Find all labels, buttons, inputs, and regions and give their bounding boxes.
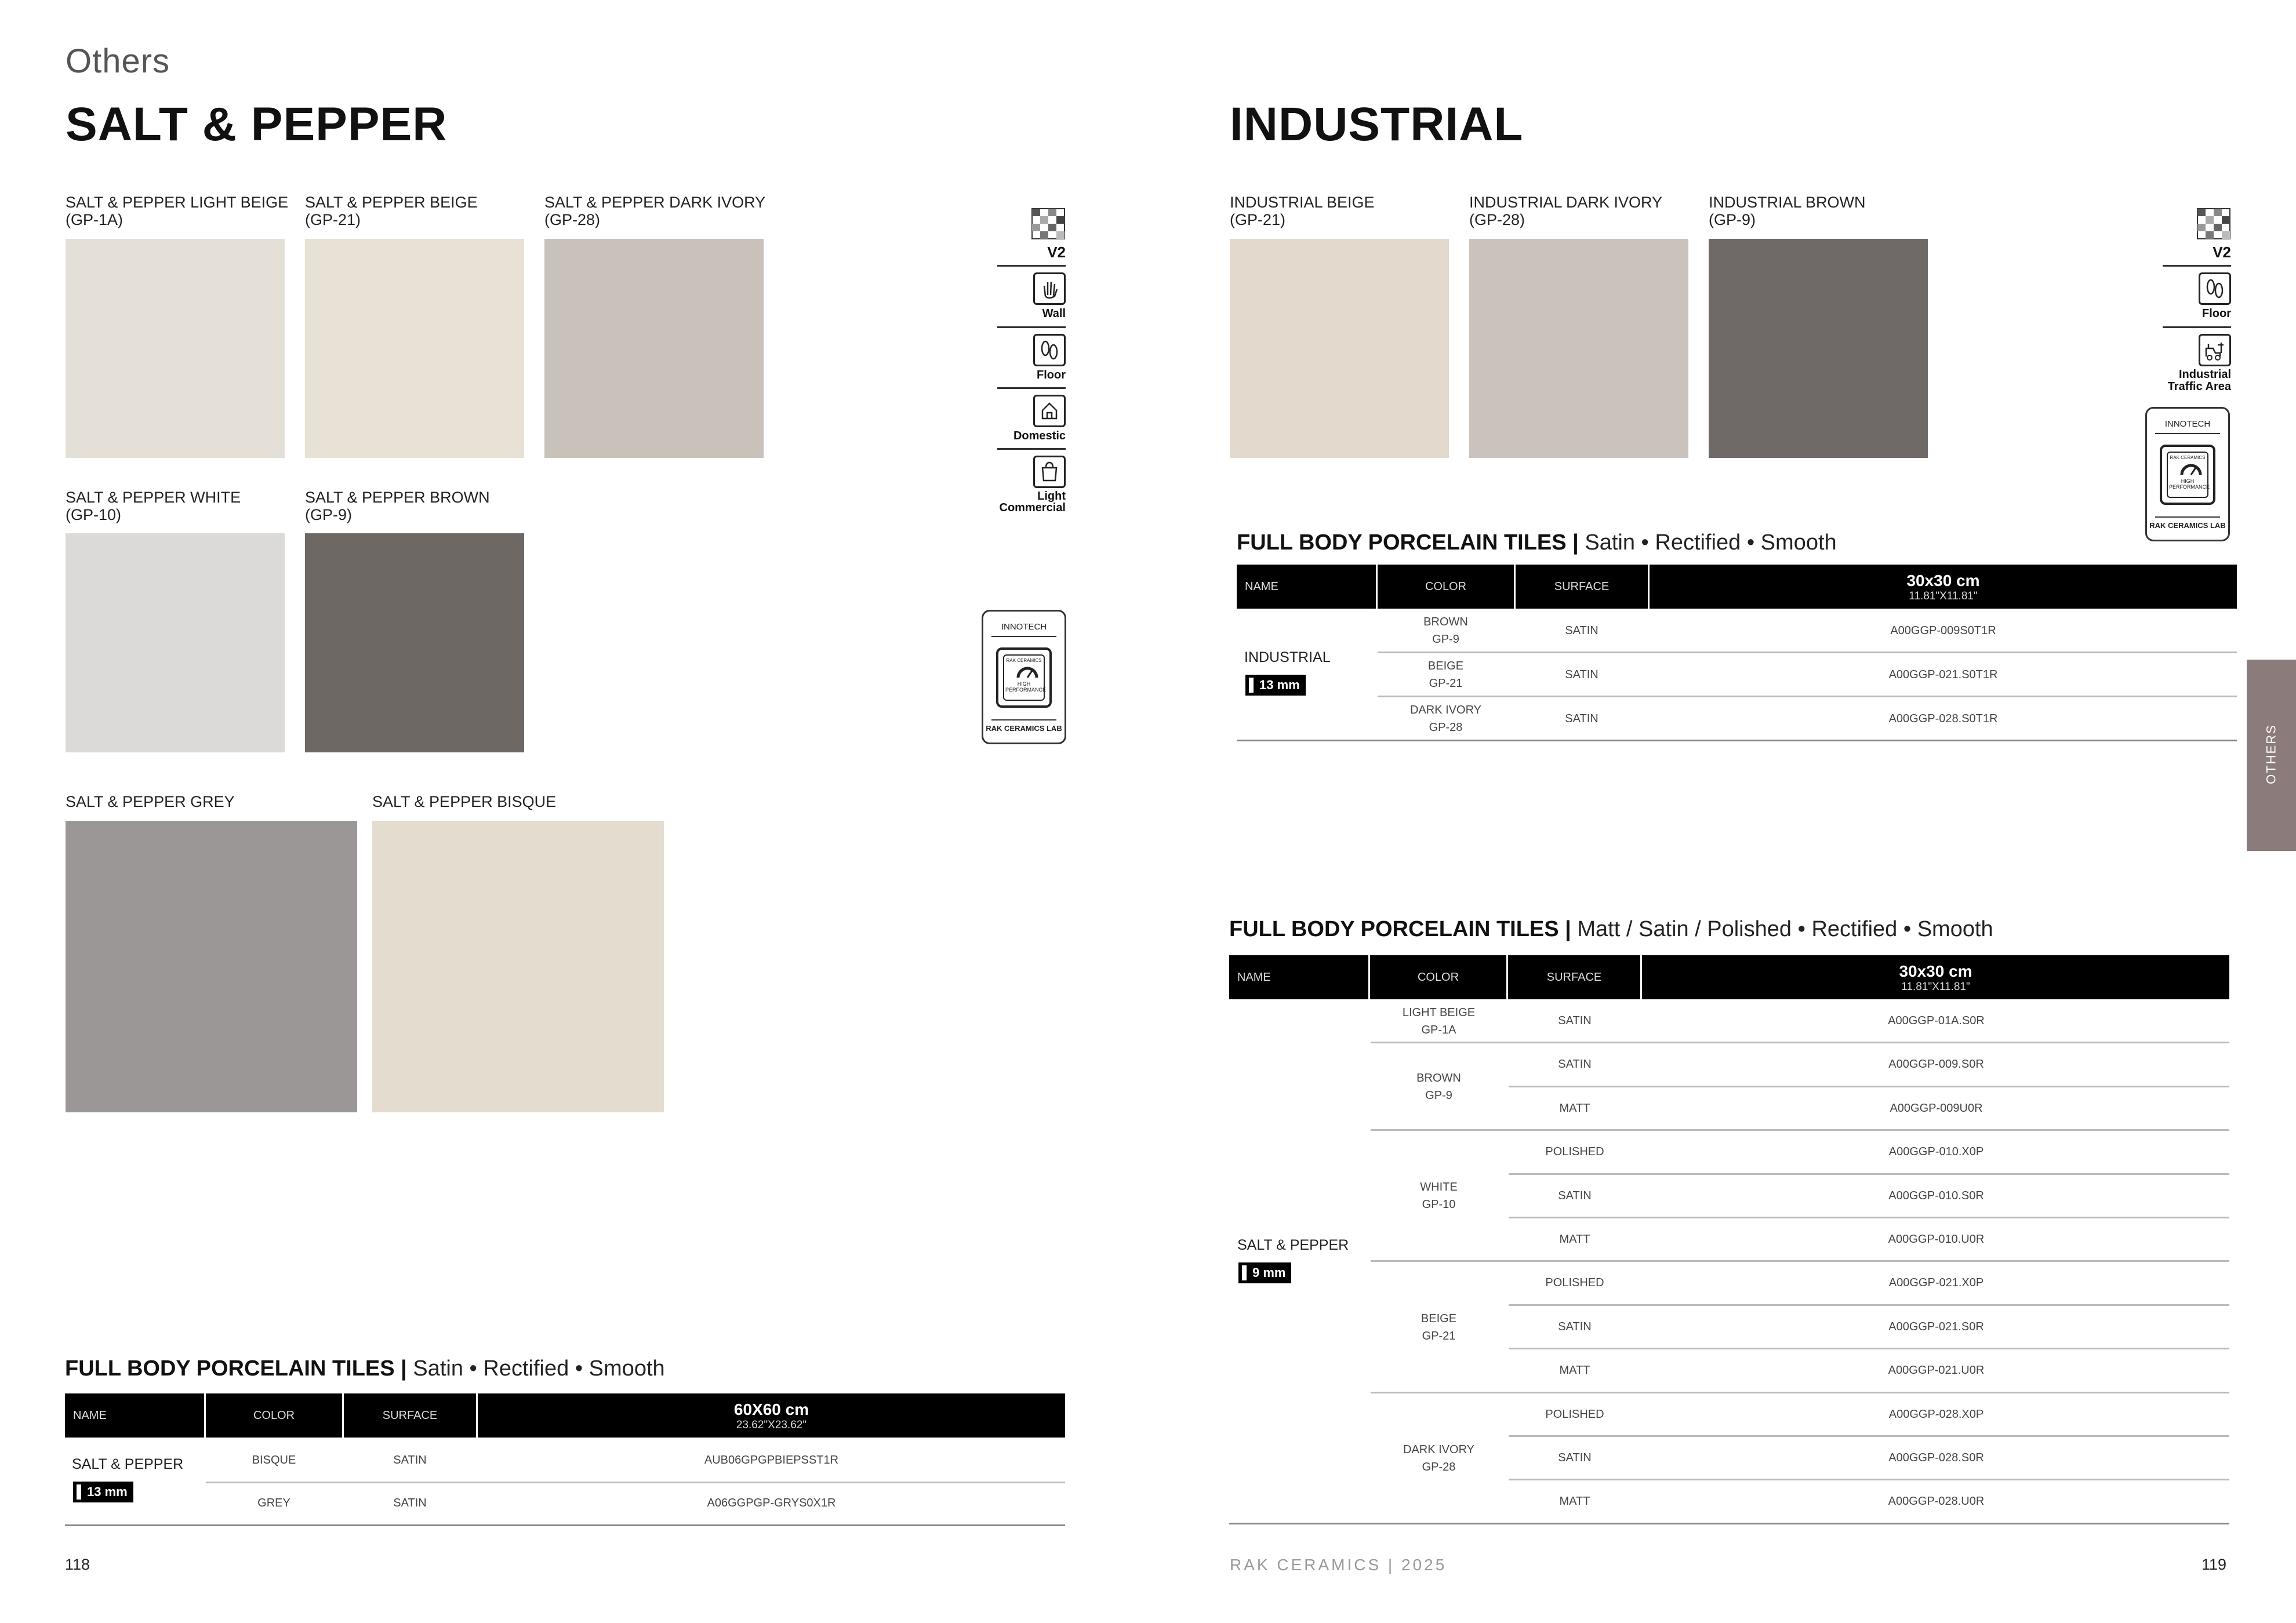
table-cell: BISQUE bbox=[252, 1454, 296, 1466]
domestic-label: Domestic bbox=[1013, 430, 1066, 442]
tile-swatch-dark-ivory[interactable] bbox=[544, 239, 764, 458]
size-main: 60X60 cm bbox=[733, 1400, 809, 1418]
table-cell: BROWN GP-9 bbox=[1423, 616, 1468, 646]
divider bbox=[1371, 1260, 2229, 1262]
divider bbox=[1229, 1523, 2229, 1524]
table-cell: SATIN bbox=[393, 1454, 427, 1466]
wall-icon bbox=[1033, 272, 1066, 305]
header-color: COLOR bbox=[253, 1409, 295, 1422]
table-cell: A00GGP-021.S0R bbox=[1888, 1320, 1984, 1333]
size-main: 30x30 cm bbox=[1906, 572, 1980, 589]
light-commercial-icon bbox=[1033, 456, 1066, 488]
divider bbox=[1509, 1086, 2229, 1087]
tile-swatch-grey[interactable] bbox=[66, 821, 357, 1112]
divider bbox=[991, 636, 1056, 637]
row-name-salt-pepper: SALT & PEPPER bbox=[72, 1456, 184, 1472]
table-cell: SATIN bbox=[1558, 1320, 1592, 1333]
page-number-left: 118 bbox=[65, 1556, 90, 1573]
table-cell: A00GGP-009U0R bbox=[1890, 1101, 1983, 1115]
tile-swatch-industrial-brown[interactable] bbox=[1709, 239, 1928, 458]
wall-label: Wall bbox=[1042, 307, 1066, 320]
table-cell: A00GGP-021.S0T1R bbox=[1888, 668, 1998, 681]
tile-swatch-bisque[interactable] bbox=[372, 821, 664, 1112]
header-size bbox=[478, 1393, 1065, 1438]
tile-swatch-light-beige[interactable] bbox=[66, 239, 285, 458]
tile-label: SALT & PEPPER LIGHT BEIGE (GP-1A) bbox=[66, 194, 289, 228]
table-cell: A06GGPGP-GRYS0X1R bbox=[707, 1497, 836, 1509]
tile-label: SALT & PEPPER BROWN (GP-9) bbox=[305, 489, 490, 523]
table-header-salt-pepper-right bbox=[1229, 955, 2229, 999]
divider bbox=[997, 387, 1066, 389]
table-cell: SATIN bbox=[1565, 624, 1599, 637]
v2-icon bbox=[2196, 208, 2231, 240]
table-cell: A00GGP-010.U0R bbox=[1888, 1233, 1985, 1246]
badge-top-text: INNOTECH bbox=[1001, 622, 1047, 632]
table-cell: SATIN bbox=[393, 1497, 427, 1509]
tile-label: SALT & PEPPER DARK IVORY (GP-28) bbox=[544, 194, 766, 228]
divider bbox=[65, 1524, 1065, 1526]
v2-label: V2 bbox=[1047, 243, 1066, 261]
row-name-industrial: INDUSTRIAL bbox=[1244, 649, 1331, 665]
table-cell: BEIGE GP-21 bbox=[1421, 1312, 1457, 1342]
header-color: COLOR bbox=[1425, 580, 1467, 593]
divider bbox=[206, 1482, 1065, 1483]
table-cell: AUB06GPGPBIEPSST1R bbox=[704, 1454, 839, 1466]
size-main: 30x30 cm bbox=[1899, 962, 1972, 980]
tile-label: INDUSTRIAL BEIGE (GP-21) bbox=[1230, 194, 1375, 228]
header-name: NAME bbox=[1237, 970, 1271, 984]
tile-label: SALT & PEPPER BISQUE bbox=[372, 793, 557, 810]
header-size bbox=[1650, 565, 2237, 609]
gauge-icon bbox=[2179, 462, 2203, 477]
table-cell: A00GGP-009S0T1R bbox=[1890, 624, 1996, 637]
divider bbox=[1371, 1392, 2229, 1393]
badge-emblem bbox=[2160, 445, 2215, 505]
light-commercial-label: Light Commercial bbox=[999, 490, 1066, 514]
thickness-badge: 13 mm bbox=[73, 1482, 133, 1502]
page-title-salt-pepper: SALT & PEPPER bbox=[66, 98, 448, 151]
divider bbox=[997, 265, 1066, 267]
header-surface: SURFACE bbox=[1546, 970, 1602, 984]
table-cell: DARK IVORY GP-28 bbox=[1410, 704, 1481, 734]
tile-swatch-industrial-dark-ivory[interactable] bbox=[1469, 239, 1688, 458]
table-cell: DARK IVORY GP-28 bbox=[1403, 1443, 1474, 1473]
table-cell: A00GGP-028.U0R bbox=[1888, 1495, 1985, 1508]
divider bbox=[1237, 740, 2237, 741]
divider bbox=[1509, 1479, 2229, 1480]
table-cell: MATT bbox=[1559, 1364, 1590, 1377]
tile-label: SALT & PEPPER BEIGE (GP-21) bbox=[305, 194, 478, 228]
divider bbox=[1378, 696, 2237, 697]
table-cell: MATT bbox=[1559, 1495, 1590, 1508]
badge-emblem bbox=[996, 647, 1052, 708]
table-cell: A00GGP-021.U0R bbox=[1888, 1364, 1985, 1377]
floor-icon bbox=[1033, 334, 1066, 366]
divider bbox=[1509, 1435, 2229, 1437]
divider bbox=[997, 326, 1066, 328]
divider bbox=[2163, 326, 2231, 328]
v2-icon bbox=[1031, 208, 1066, 240]
table-cell: A00GGP-028.X0P bbox=[1888, 1407, 1984, 1421]
header-surface: SURFACE bbox=[382, 1409, 438, 1422]
table-cell: A00GGP-010.S0R bbox=[1888, 1189, 1984, 1202]
floor-label: Floor bbox=[2202, 307, 2231, 320]
section-label: Others bbox=[66, 42, 170, 80]
thickness-badge: 13 mm bbox=[1245, 675, 1306, 696]
table-cell: A00GGP-010.X0P bbox=[1888, 1145, 1984, 1159]
divider bbox=[997, 448, 1066, 450]
header-name: NAME bbox=[73, 1409, 107, 1422]
divider bbox=[1509, 1304, 2229, 1306]
page-title-industrial: INDUSTRIAL bbox=[1230, 98, 1524, 151]
v2-label: V2 bbox=[2213, 243, 2231, 261]
divider bbox=[1509, 1217, 2229, 1218]
divider bbox=[991, 719, 1056, 720]
table-cell: POLISHED bbox=[1545, 1276, 1604, 1290]
header-surface: SURFACE bbox=[1554, 580, 1610, 593]
badge-bottom-text: RAK CERAMICS LAB bbox=[986, 724, 1062, 733]
tile-swatch-brown[interactable] bbox=[305, 533, 524, 752]
domestic-icon bbox=[1033, 395, 1066, 427]
divider bbox=[1509, 1173, 2229, 1175]
industrial-traffic-icon bbox=[2199, 334, 2231, 366]
badge-bottom-text: RAK CERAMICS LAB bbox=[2149, 521, 2226, 530]
thickness-badge: 9 mm bbox=[1238, 1262, 1291, 1283]
divider bbox=[2155, 433, 2220, 434]
size-sub: 11.81"X11.81" bbox=[1909, 590, 1978, 602]
tile-label: INDUSTRIAL DARK IVORY (GP-28) bbox=[1469, 194, 1663, 228]
table-header-industrial bbox=[1237, 565, 2237, 609]
row-name-salt-pepper: SALT & PEPPER bbox=[1237, 1237, 1349, 1253]
badge-middle: HIGH PERFORMANCE bbox=[1005, 681, 1047, 693]
divider bbox=[1371, 1129, 2229, 1131]
table-title-salt-pepper-right: FULL BODY PORCELAIN TILES | Matt / Satin / Polished • Rectified • Smooth bbox=[1229, 917, 1993, 941]
tile-label: SALT & PEPPER GREY bbox=[66, 793, 235, 810]
table-cell: A00GGP-021.X0P bbox=[1888, 1276, 1984, 1290]
table-cell: LIGHT BEIGE GP-1A bbox=[1402, 1006, 1476, 1036]
table-cell: SATIN bbox=[1558, 1189, 1592, 1202]
table-cell: SATIN bbox=[1565, 712, 1599, 725]
table-cell: POLISHED bbox=[1545, 1145, 1604, 1159]
header-size bbox=[1642, 955, 2229, 999]
tile-label: SALT & PEPPER WHITE (GP-10) bbox=[66, 489, 241, 523]
size-sub: 11.81"X11.81" bbox=[1901, 981, 1970, 993]
tile-swatch-beige[interactable] bbox=[305, 239, 524, 458]
tile-swatch-white[interactable] bbox=[66, 533, 285, 752]
table-cell: MATT bbox=[1559, 1233, 1590, 1246]
table-cell: WHITE GP-10 bbox=[1420, 1181, 1458, 1211]
table-cell: MATT bbox=[1559, 1101, 1590, 1115]
header-color: COLOR bbox=[1417, 970, 1459, 984]
table-cell: SATIN bbox=[1558, 1058, 1592, 1071]
floor-icon bbox=[2199, 272, 2231, 305]
divider bbox=[2155, 516, 2220, 518]
gauge-icon bbox=[1016, 665, 1039, 680]
badge-inner-frame bbox=[2167, 452, 2208, 498]
table-cell: A00GGP-009.S0R bbox=[1888, 1058, 1984, 1071]
table-header-left bbox=[65, 1393, 1065, 1438]
divider bbox=[1371, 1042, 2229, 1043]
header-name: NAME bbox=[1245, 580, 1278, 593]
table-cell: A00GGP-028.S0R bbox=[1888, 1451, 1984, 1464]
divider bbox=[1509, 1348, 2229, 1349]
table-cell: SATIN bbox=[1558, 1451, 1592, 1464]
size-sub: 23.62"X23.62" bbox=[736, 1419, 807, 1431]
innotech-badge bbox=[2145, 407, 2230, 541]
badge-brand: RAK CERAMICS bbox=[1006, 658, 1042, 663]
badge-inner-frame bbox=[1003, 654, 1045, 701]
floor-label: Floor bbox=[1037, 369, 1066, 381]
table-cell: BROWN GP-9 bbox=[1416, 1071, 1461, 1102]
badge-top-text: INNOTECH bbox=[2164, 419, 2211, 429]
footer-brand: RAK CERAMICS | 2025 bbox=[1230, 1556, 1447, 1574]
innotech-badge bbox=[982, 610, 1066, 744]
industrial-traffic-label: Industrial Traffic Area bbox=[2167, 368, 2231, 393]
badge-middle: HIGH PERFORMANCE bbox=[2169, 478, 2210, 490]
tile-swatch-industrial-beige[interactable] bbox=[1230, 239, 1449, 458]
divider bbox=[2163, 265, 2231, 267]
side-tab-label: OTHERS bbox=[2264, 724, 2279, 784]
table-cell: A00GGP-028.S0T1R bbox=[1888, 712, 1998, 725]
table-cell: SATIN bbox=[1558, 1014, 1592, 1027]
table-cell: GREY bbox=[257, 1497, 290, 1509]
badge-brand: RAK CERAMICS bbox=[2170, 455, 2206, 460]
section-side-tab[interactable] bbox=[2247, 660, 2296, 851]
table-cell: A00GGP-01A.S0R bbox=[1888, 1014, 1985, 1027]
table-cell: POLISHED bbox=[1545, 1407, 1604, 1421]
table-title-industrial: FULL BODY PORCELAIN TILES | Satin • Rectified • Smooth bbox=[1237, 530, 1837, 555]
table-title-left: FULL BODY PORCELAIN TILES | Satin • Rectified • Smooth bbox=[65, 1356, 665, 1381]
divider bbox=[1378, 652, 2237, 653]
table-cell: BEIGE GP-21 bbox=[1427, 660, 1464, 690]
table-cell: SATIN bbox=[1565, 668, 1599, 681]
page-number-right: 119 bbox=[2201, 1556, 2227, 1573]
tile-label: INDUSTRIAL BROWN (GP-9) bbox=[1709, 194, 1866, 228]
